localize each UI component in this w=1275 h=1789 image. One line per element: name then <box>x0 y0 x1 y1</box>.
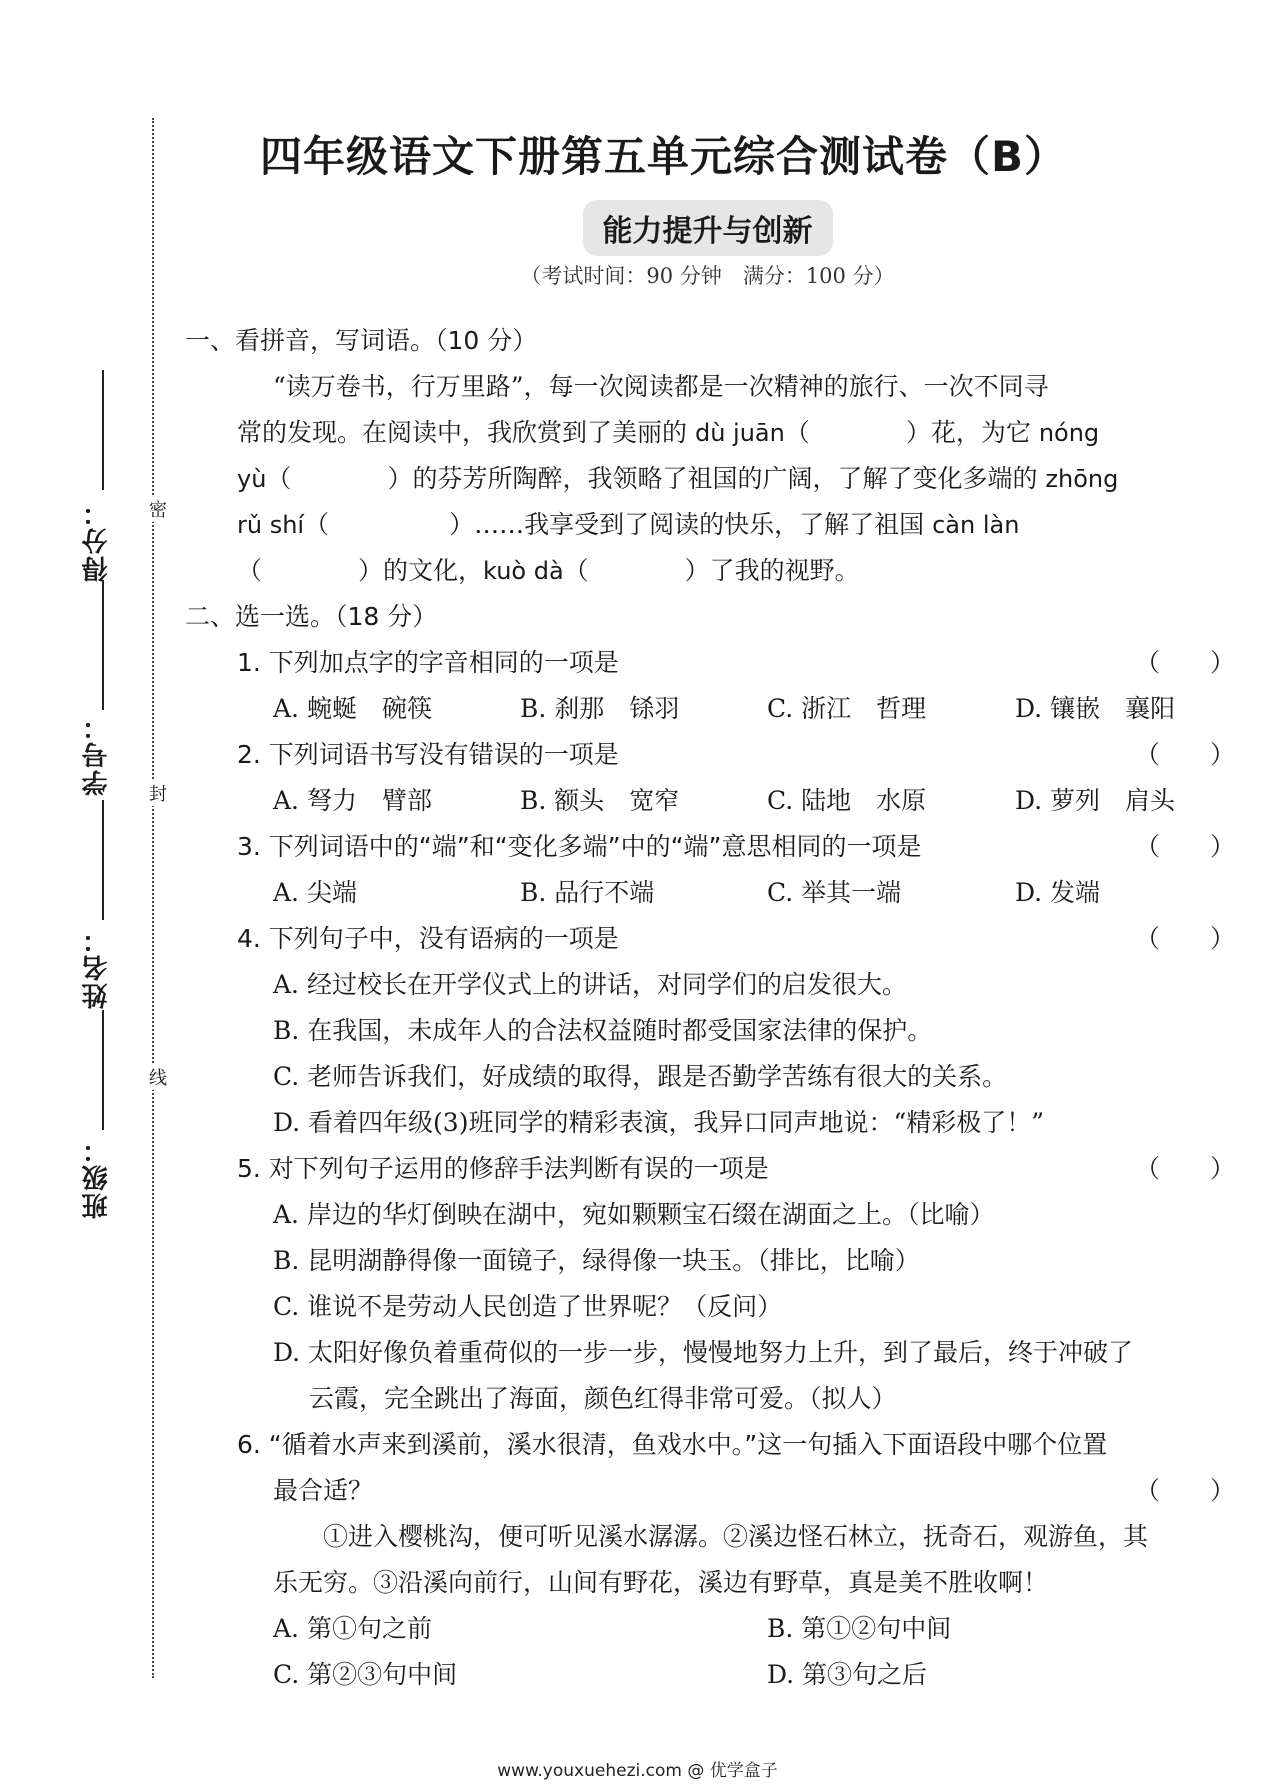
q5-option-b: B. 昆明湖静得像一面镜子，绿得像一块玉。（排比，比喻） <box>273 1246 920 1275</box>
answer-bracket[interactable]: （ ） <box>1134 1476 1235 1505</box>
answer-bracket[interactable]: （ ） <box>1134 648 1235 677</box>
q3-stem: 3. 下列词语中的“端”和“变化多端”中的“端”意思相同的一项是 （ ） <box>185 824 1235 870</box>
score-fill-line <box>102 370 104 490</box>
q6-options-row-2: C. 第②③句中间 D. 第③句之后 <box>273 1660 928 1689</box>
exam-meta: （考试时间：90 分钟 满分：100 分） <box>520 264 895 288</box>
section1-line-3: yù（ ）的芬芳所陶醉，我领略了祖国的广阔，了解了变化多端的 zhōng <box>237 464 1119 493</box>
answer-bracket[interactable]: （ ） <box>1134 740 1235 769</box>
cut-dotted-line <box>152 118 154 1678</box>
q1-options: A. 蜿蜒 碗筷 B. 刹那 铩羽 C. 浙江 哲理 D. 镶嵌 襄阳 <box>273 694 1176 723</box>
q4-option-c: C. 老师告诉我们，好成绩的取得，跟是否勤学苦练有很大的关系。 <box>273 1062 1008 1091</box>
footer-watermark: www.youxuehezi.com @ 优学盒子 <box>497 1761 778 1781</box>
q2-options: A. 弩力 臂部 B. 额头 宽窄 C. 陆地 水原 D. 萝列 肩头 <box>273 786 1176 815</box>
q6-options-row-1: A. 第①句之前 B. 第①②句中间 <box>273 1614 952 1643</box>
cut-word-xian: 线 <box>143 1064 169 1090</box>
answer-bracket[interactable]: （ ） <box>1134 924 1235 953</box>
cut-word-mi: 密 <box>143 496 169 522</box>
score-label: 得分： <box>82 498 112 582</box>
student-id-label: 学号： <box>82 712 112 796</box>
q4-option-a: A. 经过校长在开学仪式上的讲话，对同学们的启发很大。 <box>273 970 907 999</box>
q2-stem: 2. 下列词语书写没有错误的一项是 （ ） <box>185 732 1235 778</box>
q4-stem: 4. 下列句子中，没有语病的一项是 （ ） <box>185 916 1235 962</box>
section1-line-5: （ ）的文化，kuò dà（ ）了我的视野。 <box>237 556 860 585</box>
section1-line-2: 常的发现。在阅读中，我欣赏到了美丽的 dù juān（ ）花，为它 nóng <box>237 418 1100 447</box>
page-title: 四年级语文下册第五单元综合测试卷（B） <box>260 132 1068 181</box>
q6-passage-2: 乐无穷。③沿溪向前行，山间有野花，溪边有野草，真是美不胜收啊！ <box>273 1568 1049 1597</box>
class-fill-line <box>102 1010 104 1130</box>
section1-line-4: rǔ shí（ ）……我享受到了阅读的快乐，了解了祖国 càn làn <box>237 510 1020 539</box>
section1-heading: 一、看拼音，写词语。（10 分） <box>185 326 538 355</box>
student-id-fill-line <box>102 580 104 710</box>
answer-bracket[interactable]: （ ） <box>1134 832 1235 861</box>
q5-stem: 5. 对下列句子运用的修辞手法判断有误的一项是 （ ） <box>185 1146 1235 1192</box>
q6-passage-1: ①进入樱桃沟，便可听见溪水潺潺。②溪边怪石林立，抚奇石，观游鱼，其 <box>323 1522 1149 1551</box>
section2-heading: 二、选一选。（18 分） <box>185 602 438 631</box>
q4-option-d: D. 看着四年级(3)班同学的精彩表演，我异口同声地说：“精彩极了！” <box>273 1108 1045 1137</box>
q5-option-d-cont: 云霞，完全跳出了海面，颜色红得非常可爱。（拟人） <box>309 1384 897 1413</box>
q4-option-b: B. 在我国，未成年人的合法权益随时都受国家法律的保护。 <box>273 1016 933 1045</box>
section1-line-1: “读万卷书，行万里路”，每一次阅读都是一次精神的旅行、一次不同寻 <box>273 372 1049 401</box>
q5-option-a: A. 岸边的华灯倒映在湖中，宛如颗颗宝石缀在湖面之上。（比喻） <box>273 1200 995 1229</box>
class-label: 班级： <box>82 1135 112 1219</box>
q3-options: A. 尖端 B. 品行不端 C. 举其一端 D. 发端 <box>273 878 1101 907</box>
answer-bracket[interactable]: （ ） <box>1134 1154 1235 1183</box>
exam-content <box>185 318 1235 1698</box>
q6-stem-cont: 最合适？ （ ） <box>185 1468 1235 1514</box>
q6-stem: 6. “循着水声来到溪前，溪水很清，鱼戏水中。”这一句插入下面语段中哪个位置 <box>237 1430 1108 1459</box>
name-label: 姓名： <box>82 925 112 1009</box>
name-fill-line <box>102 800 104 920</box>
q5-option-d: D. 太阳好像负着重荷似的一步一步，慢慢地努力上升，到了最后，终于冲破了 <box>273 1338 1134 1367</box>
subtitle-badge: 能力提升与创新 <box>583 200 833 256</box>
cut-word-feng: 封 <box>143 780 169 806</box>
q1-stem: 1. 下列加点字的字音相同的一项是 （ ） <box>185 640 1235 686</box>
q5-option-c: C. 谁说不是劳动人民创造了世界呢？（反问） <box>273 1292 783 1321</box>
